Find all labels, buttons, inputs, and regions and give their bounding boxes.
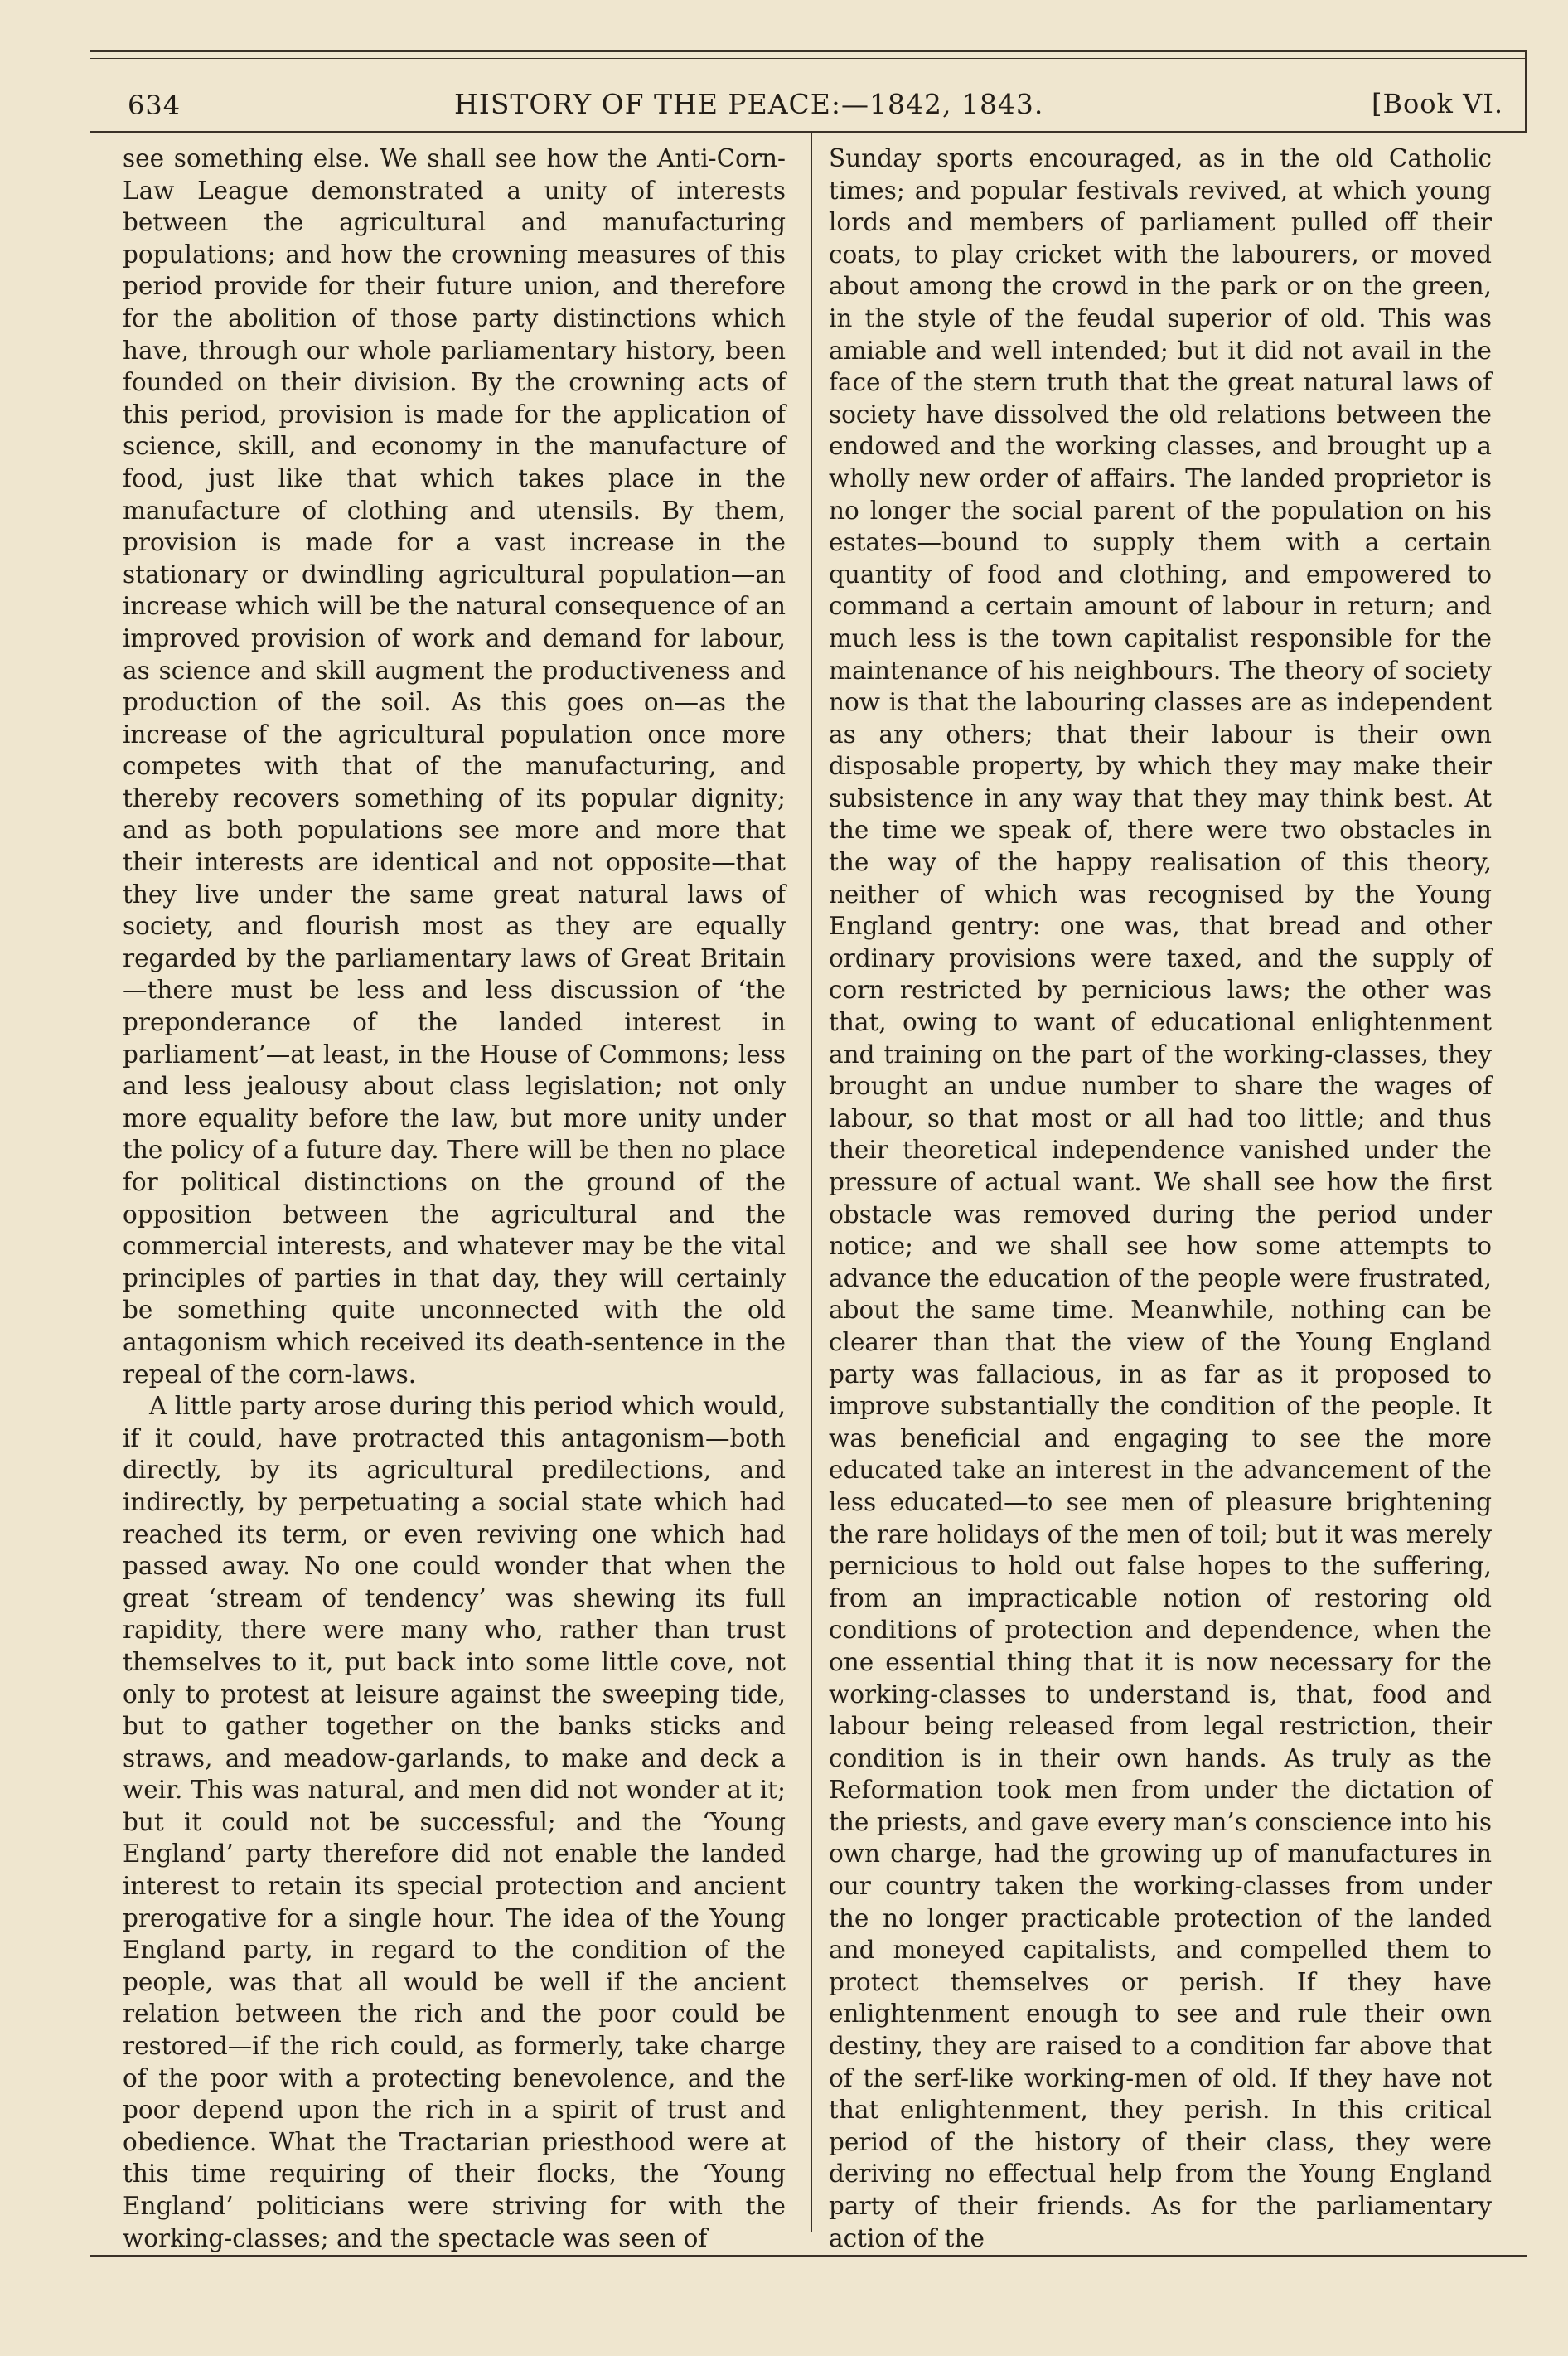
book-reference: [Book VI. — [1371, 88, 1503, 119]
running-title: HISTORY OF THE PEACE:—1842, 1843. — [454, 88, 1044, 120]
column-divider-rule — [811, 133, 812, 2232]
header-bottom-rule — [90, 131, 1527, 133]
right-paragraph-1: Sunday sports encouraged, as in the old Catholic times; and popular festivals revived, at which young lords and members of parliament pulled off their coats, to play cricket with the labourers, or moved about among the crowd in the park or on the green, in the style of the feudal superior of old. This was amiable and well intended; but it did not avail in the face of the stern truth that the great natural laws of society have dissolved the old relations between the endowed and the working classes, and brought up a wholly new order of affairs. The landed proprietor is no longer the social parent of the population on his estates—bound to supply them with a certain quantity of food and clothing, and empowered to command a certain amount of labour in return; and much less is the town capitalist responsible for the maintenance of his neighbours. The theory of society now is that the labouring classes are as independent as any others; that their labour is their own disposable property, by which they may make their subsistence in any way that they may think best. At the time we speak of, there were two obstacles in the way of the happy realisation of this theory, neither of which was recognised by the Young England gentry: one was, that bread and other ordinary provisions were taxed, and the supply of corn restricted by pernicious laws; the other was that, owing to want of educational enlightenment and training on the part of the working-classes, they brought an undue number to share the wages of labour, so that most or all had too little; and thus their theoretical independence vanished under the pressure of actual want. We shall see how the first obstacle was removed during the period under notice; and we shall see how some attempts to advance the education of the people were frustrated, about the same time. Meanwhile, nothing can be clearer than that the view of the Young England party was fallacious, in as far as it proposed to improve substantially the condition of the people. It was beneficial and engaging to see the more educated take an interest in the advancement of the less educated—to see men of pleasure brightening the rare holidays of the men of toil; but it was merely pernicious to hold out false hopes to the suffering, from an impracticable notion of restoring old conditions of protection and dependence, when the one essential thing that it is now necessary for the working-classes to understand is, that, food and labour being released from legal restriction, their condition is in their own hands. As truly as the Reformation took men from under the dictation of the priests, and gave every man’s conscience into his own charge, had the growing up of manufactures in our country taken the working-classes from under the no longer practicable protection of the landed and moneyed capitalists, and compelled them to protect themselves or perish. If they have enlightenment enough to see and rule their own destiny, they are raised to a condition far above that of the serf-like working-men of old. If they have not that enlightenment, they perish. In this critical period of the history of their class, they were deriving no effectual help from the Young England party of their friends. As for the parliamentary action of the — [829, 144, 1492, 2252]
left-column — [123, 143, 786, 2254]
page-number: 634 — [128, 90, 181, 121]
left-paragraph-2: A little party arose during this period which would, if it could, have protracted this antagonism—both directly, by its agricultural predilections, and indirectly, by perpetuating a social state which had reached its term, or even reviving one which had passed away. No one could wonder that when the great ‘stream of tendency’ was shewing its full rapidity, there were many who, rather than trust themselves to it, put back into some little cove, not only to protest at leisure against the sweeping tide, but to gather together on the banks sticks and straws, and meadow-garlands, to make and deck a weir. This was natural, and men did not wonder at it; but it could not be successful; and the ‘Young England’ party therefore did not enable the landed interest to retain its special protection and ancient prerogative for a single hour. The idea of the Young England party, in regard to the condition of the people, was that all would be well if the ancient relation between the rich and the poor could be restored—if the rich could, as formerly, take charge of the poor with a protecting benevolence, and the poor depend upon the rich in a spirit of trust and obedience. What the Tractarian priesthood were at this time requiring of their flocks, the ‘Young England’ politicians were striving for with the working-classes; and the spectacle was seen of — [123, 1392, 786, 2252]
left-paragraph-1: see something else. We shall see how the Anti-Corn-Law League demonstrated a unity of interests between the agricultural and manufacturing populations; and how the crowning measures of this period provide for their future union, and therefore for the abolition of those party distinctions which have, through our whole parliamentary history, been founded on their division. By the crowning acts of this period, provision is made for the application of science, skill, and economy in the manufacture of food, just like that which takes place in the manufacture of clothing and utensils. By them, provision is made for a vast increase in the stationary or dwindling agricultural population—an increase which will be the natural consequence of an improved provision of work and demand for labour, as science and skill augment the productiveness and production of the soil. As this goes on—as the increase of the agricultural population once more competes with that of the manufacturing, and thereby recovers something of its popular dignity; and as both populations see more and more that their interests are identical and not opposite—that they live under the same great natural laws of society, and flourish most as they are equally regarded by the parliamentary laws of Great Britain—there must be less and less discussion of ‘the preponderance of the landed interest in parliament’—at least, in the House of Commons; less and less jealousy about class legislation; not only more equality before the law, but more unity under the policy of a future day. There will be then no place for political distinctions on the ground of the opposition between the agricultural and the commercial interests, and whatever may be the vital principles of parties in that day, they will certainly be something quite unconnected with the old antagonism which received its death-sentence in the repeal of the corn-laws. — [123, 144, 786, 1389]
running-head — [90, 80, 1527, 123]
right-column — [829, 143, 1492, 2254]
bottom-border-rule — [90, 2255, 1527, 2257]
top-inner-rule — [90, 58, 1527, 59]
top-border-rule — [90, 50, 1527, 52]
